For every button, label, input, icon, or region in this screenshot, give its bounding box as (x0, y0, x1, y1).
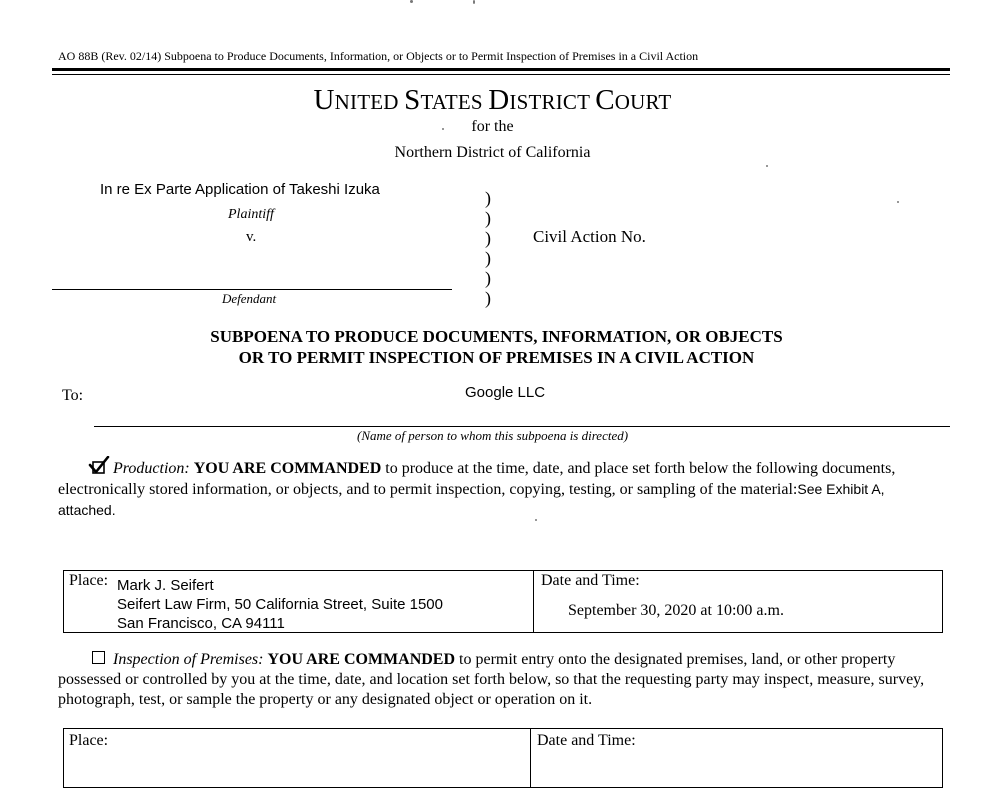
production-date-label: Date and Time: (541, 572, 640, 589)
production-date-value: September 30, 2020 at 10:00 a.m. (568, 602, 784, 619)
production-paragraph (58, 456, 938, 521)
production-place-line2: Seifert Law Firm, 50 California Street, Suite 1500 (117, 596, 443, 613)
subpoena-title-line2: OR TO PERMIT INSPECTION OF PREMISES IN A CIVIL ACTION (238, 348, 755, 367)
plaintiff-name: In re Ex Parte Application of Takeshi Izuka (100, 181, 380, 198)
caption-paren: ) (485, 228, 491, 248)
inspection-commanded: YOU ARE COMMANDED (267, 651, 456, 668)
inspection-paragraph (58, 650, 938, 710)
header-rule-thick (52, 68, 950, 71)
caption-paren: ) (485, 288, 491, 308)
versus-label: v. (246, 229, 257, 245)
for-the-label: for the (471, 118, 514, 135)
production-place-line1: Mark J. Seifert (117, 577, 214, 594)
inspection-heading: Inspection of Premises: (113, 651, 264, 668)
court-title: UNITED STATES DISTRICT COURT (313, 84, 672, 116)
checkmark-icon[interactable] (88, 456, 110, 476)
plaintiff-label: Plaintiff (228, 207, 274, 222)
production-commanded: YOU ARE COMMANDED (193, 460, 382, 477)
form-identifier: AO 88B (Rev. 02/14) Subpoena to Produce Documents, Information, or Objects or to Permit Inspection of Premises in a Civil Action (58, 49, 699, 63)
header-rule-thin (52, 74, 950, 75)
production-place-line3: San Francisco, CA 94111 (117, 615, 285, 632)
inspection-place-table (63, 728, 943, 788)
empty-checkbox-icon[interactable] (92, 651, 105, 664)
civil-action-label: Civil Action No. (533, 227, 646, 246)
production-material: See Exhibit A, attached. (58, 481, 885, 518)
district-name: Northern District of California (394, 144, 591, 161)
to-label: To: (62, 387, 84, 404)
caption-paren: ) (485, 208, 491, 228)
caption-paren: ) (485, 248, 491, 268)
production-text: to produce at the time, date, and place set forth below the following documents, electronically stored information, or objects, and to permit inspection, copying, testing, or sampling of the material: (58, 460, 896, 498)
production-heading: Production: (113, 460, 190, 477)
caption-paren: ) (485, 268, 491, 288)
recipient-caption: (Name of person to whom this subpoena is directed) (357, 428, 629, 443)
defendant-line (52, 289, 452, 290)
production-place-table (63, 570, 943, 633)
caption-paren: ) (485, 188, 491, 208)
recipient-line (94, 426, 950, 427)
production-place-label: Place: (69, 572, 109, 589)
defendant-label: Defendant (222, 291, 277, 306)
inspection-text: to permit entry onto the designated premises, land, or other property possessed or controlled by you at the time, date, and location set forth below, so that the requesting party may inspect, measure, survey, photograph, test, or sample the property or any designated object or operation on it. (58, 651, 925, 708)
inspection-place-label: Place: (69, 732, 109, 749)
inspection-date-label: Date and Time: (537, 732, 636, 749)
subpoena-title-line1: SUBPOENA TO PRODUCE DOCUMENTS, INFORMATION, OR OBJECTS (210, 327, 783, 346)
recipient-name: Google LLC (465, 384, 546, 401)
